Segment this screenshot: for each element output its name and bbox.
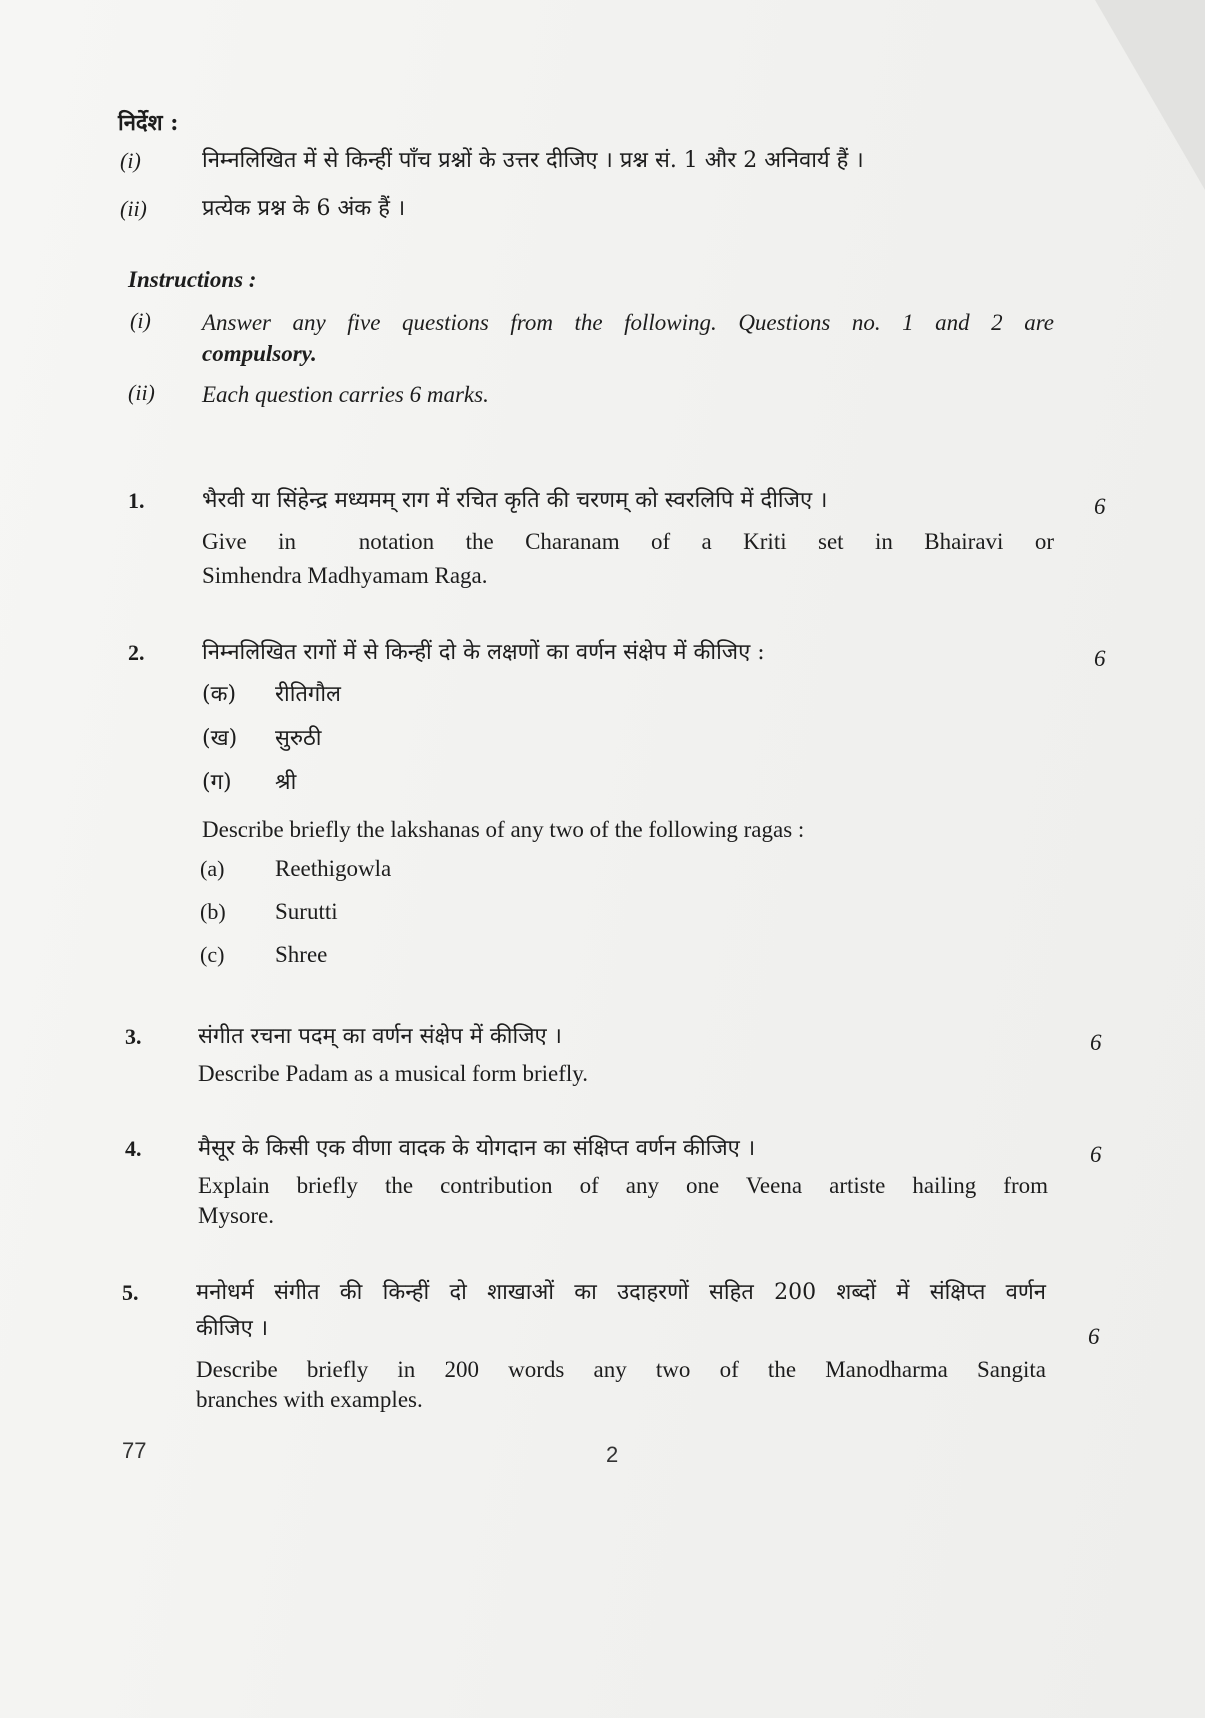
question-marks: 6	[1088, 1324, 1100, 1349]
question-marks: 6	[1090, 1030, 1102, 1055]
question-number: 2.	[128, 640, 145, 665]
question-number: 1.	[128, 488, 145, 513]
english-instruction-text: Answer any five questions from the following. Questions no. 1 and 2 are	[202, 310, 1054, 335]
question-english: Mysore.	[198, 1203, 275, 1228]
english-instruction-text: Each question carries 6 marks.	[202, 382, 489, 407]
question-english: Describe briefly in 200 words any two of the Manodharma Sangita	[196, 1357, 1046, 1382]
question-english: Simhendra Madhyamam Raga.	[202, 563, 488, 588]
question-english: Give in notation the Charanam of a Kriti set in Bhairavi or	[202, 529, 1054, 554]
question-number: 3.	[125, 1024, 142, 1049]
question-english: branches with examples.	[196, 1387, 423, 1412]
question-number: 4.	[125, 1136, 142, 1161]
folded-corner	[1095, 0, 1205, 190]
question-marks: 6	[1094, 494, 1106, 519]
option-label: (ग)	[202, 770, 232, 795]
hindi-instruction-text: निम्नलिखित में से किन्हीं पाँच प्रश्नों के उत्तर दीजिए । प्रश्न सं. 1 और 2 अनिवार्य हैं ।	[202, 148, 864, 173]
option-label: (b)	[200, 899, 226, 924]
english-instruction-label: (ii)	[128, 380, 155, 405]
english-instruction-label: (i)	[130, 308, 151, 333]
question-marks: 6	[1094, 646, 1106, 671]
question-hindi: कीजिए ।	[196, 1316, 269, 1341]
option-text: Surutti	[275, 899, 338, 924]
question-hindi: मैसूर के किसी एक वीणा वादक के योगदान का संक्षिप्त वर्णन कीजिए ।	[198, 1136, 756, 1161]
english-instruction-text: compulsory.	[202, 341, 317, 366]
paper-code: 77	[122, 1438, 147, 1463]
option-label: (क)	[202, 682, 237, 707]
option-text: Shree	[275, 942, 328, 967]
hindi-instruction-label: (ii)	[120, 196, 147, 221]
question-english: Explain briefly the contribution of any one Veena artiste hailing from	[198, 1173, 1048, 1198]
hindi-instructions-heading: निर्देश :	[118, 110, 179, 136]
question-english: Describe briefly the lakshanas of any two of the following ragas :	[202, 817, 805, 842]
option-text: सुरुठी	[275, 726, 322, 751]
question-number: 5.	[122, 1280, 139, 1305]
question-english: Describe Padam as a musical form briefly.	[198, 1061, 589, 1086]
question-hindi: संगीत रचना पदम् का वर्णन संक्षेप में कीजिए ।	[198, 1024, 563, 1049]
question-marks: 6	[1090, 1142, 1102, 1167]
question-hindi: निम्नलिखित रागों में से किन्हीं दो के लक्षणों का वर्णन संक्षेप में कीजिए :	[202, 640, 765, 665]
option-label: (ख)	[202, 726, 238, 751]
question-hindi: मनोधर्म संगीत की किन्हीं दो शाखाओं का उदाहरणों सहित 200 शब्दों में संक्षिप्त वर्णन	[196, 1280, 1046, 1305]
hindi-instruction-label: (i)	[120, 148, 141, 173]
option-text: श्री	[275, 770, 297, 795]
english-instructions-heading: Instructions :	[128, 267, 257, 292]
option-label: (a)	[200, 856, 225, 881]
option-text: रीतिगौल	[275, 682, 341, 707]
page-number: 2	[606, 1442, 619, 1467]
question-hindi: भैरवी या सिंहेन्द्र मध्यमम् राग में रचित कृति की चरणम् को स्वरलिपि में दीजिए ।	[202, 488, 828, 513]
option-label: (c)	[200, 942, 225, 967]
hindi-instruction-text: प्रत्येक प्रश्न के 6 अंक हैं ।	[202, 196, 406, 221]
option-text: Reethigowla	[275, 856, 392, 881]
